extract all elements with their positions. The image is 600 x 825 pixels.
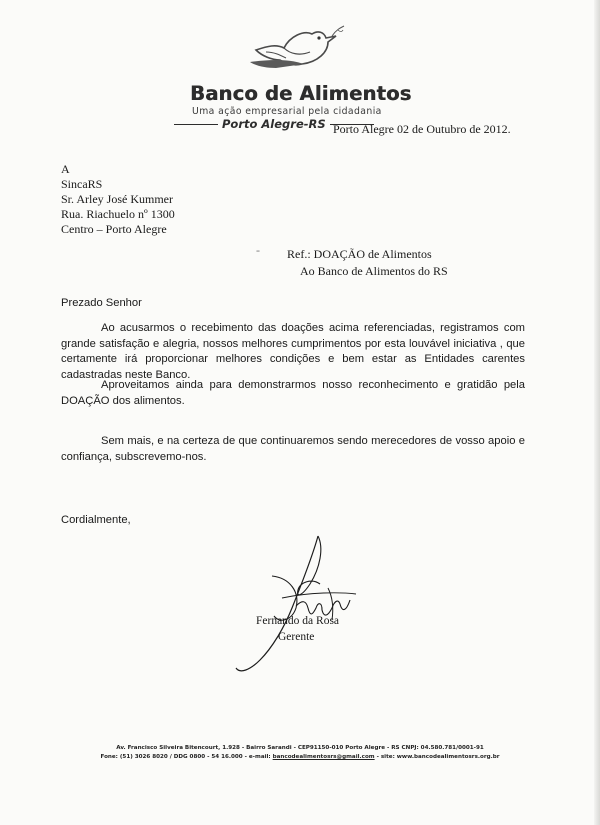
footer-site: - site: www.bancodealimentosrs.org.br bbox=[374, 754, 500, 760]
footer-phone: Fone: (51) 3026 8020 / DDG 0800 - 54 16.000 - e-mail: bbox=[100, 754, 273, 760]
reference-line-1: Ref.: DOAÇÃO de Alimentos bbox=[287, 247, 432, 261]
body-paragraph-1: Ao acusarmos o recebimento das doações acima referenciadas, registramos com grande satisfação e alegria, nossos melhores cumprimentos por esta louvável iniciativa , que certamente irá proporcionar melhores condições e bem estar as Entidades carentes cadastradas neste Banco. bbox=[61, 322, 525, 381]
page-edge-shadow bbox=[594, 0, 600, 825]
recipient-line: SincaRS bbox=[61, 177, 103, 191]
recipient-line: Centro – Porto Alegre bbox=[61, 222, 167, 236]
letterhead-logo bbox=[186, 22, 416, 131]
letterhead-city: Porto Alegre-RS bbox=[222, 117, 326, 131]
recipient-prefix: A bbox=[61, 162, 70, 176]
date-line: Porto Alegre 02 de Outubro de 2012. bbox=[333, 122, 511, 136]
letterhead-title: Banco de Alimentos bbox=[190, 82, 412, 105]
salutation: Prezado Senhor bbox=[61, 297, 142, 309]
recipient-block bbox=[61, 162, 175, 237]
scan-mark: - bbox=[256, 243, 260, 257]
recipient-line: Sr. Arley José Kummer bbox=[61, 192, 173, 206]
letterhead-subtitle: Uma ação empresarial pela cidadania bbox=[192, 106, 382, 117]
reference-block bbox=[287, 246, 448, 280]
body-paragraph-3: Sem mais, e na certeza de que continuaremos sendo merecedores de vosso apoio e confiança, subscrevemo-nos. bbox=[61, 435, 525, 463]
footer-email-link[interactable]: bancodealimentosrs@gmail.com bbox=[272, 754, 375, 760]
handwritten-signature bbox=[200, 528, 360, 678]
body-paragraph-2: Aproveitamos ainda para demonstrarmos nosso reconhecimento e gratidão pela DOAÇÃO dos alimentos. bbox=[61, 379, 525, 407]
signer-name: Fernando da Rosa bbox=[256, 615, 340, 627]
closing: Cordialmente, bbox=[61, 514, 131, 526]
recipient-line: Rua. Riachuelo nº 1300 bbox=[61, 207, 175, 221]
footer-address: Av. Francisco Silveira Bitencourt, 1.928 - Bairro Sarandi - CEP91150-010 Porto Alegre - RS CNPJ: 04.580.781/0001-91 bbox=[116, 745, 484, 751]
footer-contact bbox=[80, 753, 520, 762]
letterhead-footer bbox=[80, 744, 520, 762]
dove-with-olive-branch-icon bbox=[246, 22, 346, 82]
signer-block bbox=[256, 613, 339, 645]
reference-line-2: Ao Banco de Alimentos do RS bbox=[300, 264, 448, 278]
signer-role: Gerente bbox=[278, 631, 315, 643]
